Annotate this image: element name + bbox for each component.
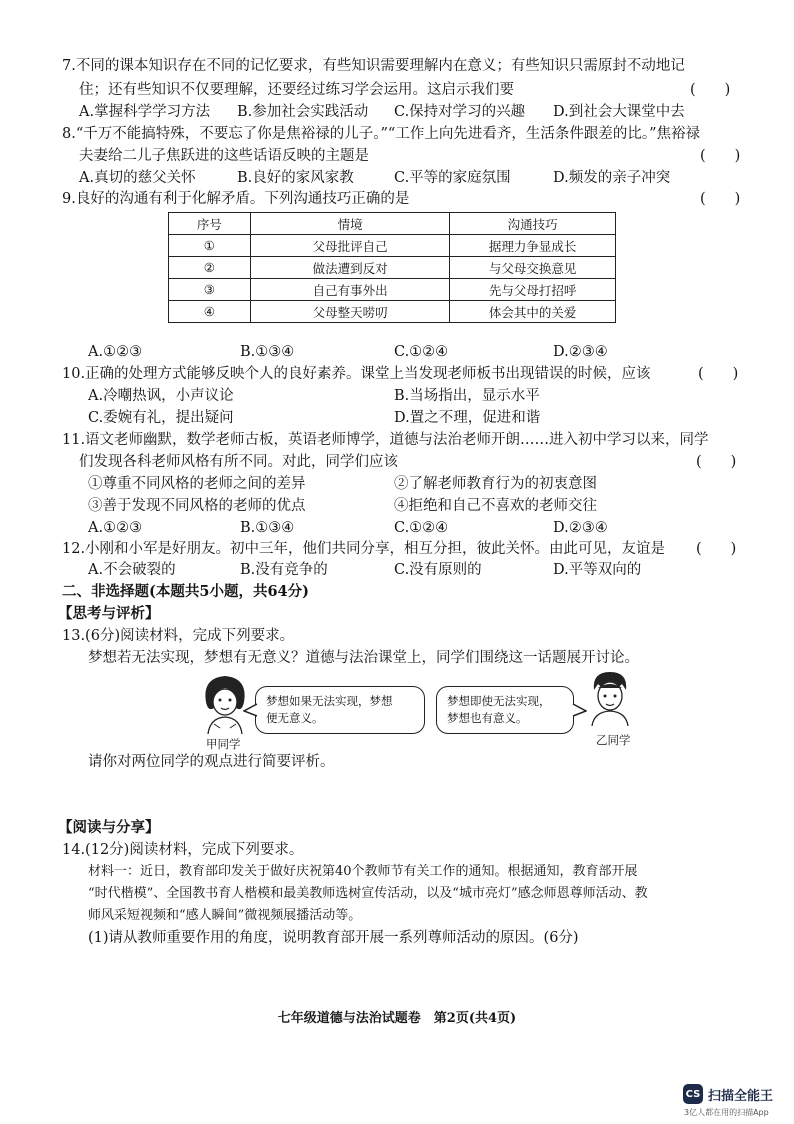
table-cell: 与父母交换意见 [450, 257, 616, 279]
student-b-illustration [584, 668, 636, 726]
q12-line1: 12.小刚和小军是好朋友。初中三年，他们共同分享，相互分担，彼此关怀。由此可见，友谊是 [62, 541, 666, 557]
q9-option-b: B.①③④ [240, 344, 295, 360]
bubble-a-line1: 梦想如果无法实现，梦想 [266, 694, 393, 708]
q12-option-d: D.平等双向的 [553, 562, 642, 578]
q8-option-d: D.频发的亲子冲突 [553, 170, 671, 186]
table-header-row [169, 213, 616, 235]
table-cell: 父母批评自己 [250, 235, 450, 257]
communication-table [168, 212, 616, 323]
table-cell: 体会其中的关爱 [450, 301, 616, 323]
table-row [169, 279, 616, 301]
table-cell: 据理力争显成长 [450, 235, 616, 257]
q7-option-b: B.参加社会实践活动 [237, 104, 369, 120]
q12-option-b: B.没有竞争的 [240, 562, 328, 578]
q8-option-a: A.真切的慈父关怀 [79, 170, 196, 186]
table-row [169, 235, 616, 257]
section-2-heading: 二、非选择题(本题共5小题，共64分) [62, 583, 309, 600]
page-footer: 七年级道德与法治试题卷 第2页(共4页) [277, 1011, 517, 1026]
q11-option-d: D.②③④ [553, 520, 608, 536]
q10-option-a: A.冷嘲热讽，小声议论 [88, 388, 234, 404]
q12-option-c: C.没有原则的 [394, 562, 482, 578]
q13-line1: 13.(6分)阅读材料，完成下列要求。 [62, 628, 295, 644]
q13-line2: 梦想若无法实现，梦想有无意义？道德与法治课堂上，同学们围绕这一话题展开讨论。 [88, 650, 639, 666]
q11-line1: 11.语文老师幽默，数学老师古板，英语老师博学，道德与法治老师开朗……进入初中学习以来，同学 [62, 432, 709, 448]
table-cell: 自己有事外出 [250, 279, 450, 301]
table-cell: ② [169, 257, 251, 279]
camscanner-logo-icon: CS [683, 1084, 703, 1104]
q7-answer-paren: ( ) [690, 82, 731, 98]
q8-option-c: C.平等的家庭氛围 [394, 170, 511, 186]
table-cell: 先与父母打招呼 [450, 279, 616, 301]
table-header: 沟通技巧 [450, 213, 616, 235]
camscanner-name: 扫描全能王 [708, 1088, 774, 1104]
bubble-b-line1: 梦想即使无法实现， [447, 694, 551, 708]
q10-option-d: D.置之不理，促进和谐 [394, 410, 541, 426]
bubble-a-line2: 便无意义。 [266, 711, 324, 725]
q7-line2: 住；还有些知识不仅要理解，还要经过练习学会运用。这启示我们要 [79, 82, 514, 98]
q14-line1: 14.(12分)阅读材料，完成下列要求。 [62, 842, 304, 858]
q12-answer-paren: ( ) [696, 541, 737, 557]
q9-answer-paren: ( ) [700, 191, 741, 207]
q9-line1: 9.良好的沟通有利于化解矛盾。下列沟通技巧正确的是 [62, 191, 410, 207]
q9-option-c: C.①②④ [394, 344, 449, 360]
table-cell: ③ [169, 279, 251, 301]
table-cell: 父母整天唠叨 [250, 301, 450, 323]
table-cell: 做法遭到反对 [250, 257, 450, 279]
q11-item-1: ①尊重不同风格的老师之间的差异 [88, 476, 306, 492]
q10-line1: 10.正确的处理方式能够反映个人的良好素养。课堂上当发现老师板书出现错误的时候，应该 [62, 366, 651, 382]
table-header: 序号 [169, 213, 251, 235]
q11-answer-paren: ( ) [696, 454, 737, 470]
student-a-speech-bubble [255, 686, 425, 734]
q10-option-c: C.委婉有礼，提出疑问 [88, 410, 234, 426]
q10-answer-paren: ( ) [698, 366, 739, 382]
student-a-label: 甲同学 [206, 737, 241, 751]
q8-option-b: B.良好的家风家教 [237, 170, 354, 186]
q8-answer-paren: ( ) [700, 148, 741, 164]
q11-option-a: A.①②③ [88, 520, 143, 536]
bubble-a-tail [243, 702, 259, 718]
q11-item-2: ②了解老师教育行为的初衷意图 [394, 476, 597, 492]
table-row [169, 257, 616, 279]
q10-option-b: B.当场指出，显示水平 [394, 388, 540, 404]
q7-line1: 7.不同的课本知识存在不同的记忆要求，有些知识需要理解内在意义；有些知识只需原封不动地记 [62, 58, 685, 74]
table-cell: ④ [169, 301, 251, 323]
q14-material-line1: 材料一：近日，教育部印发关于做好庆祝第40个教师节有关工作的通知。根据通知，教育部开展 [88, 864, 638, 879]
q11-option-c: C.①②④ [394, 520, 449, 536]
q7-option-c: C.保持对学习的兴趣 [394, 104, 526, 120]
q11-line2: 们发现各科老师风格有所不同。对此，同学们应该 [79, 454, 398, 470]
q7-option-d: D.到社会大课堂中去 [553, 104, 685, 120]
camscanner-tagline: 3亿人都在用的扫描App [684, 1108, 769, 1117]
read-share-heading: 【阅读与分享】 [58, 819, 160, 836]
scanner-watermark [683, 1084, 773, 1104]
q11-item-4: ④拒绝和自己不喜欢的老师交往 [394, 498, 597, 514]
table-cell: ① [169, 235, 251, 257]
q8-line1: 8.“千万不能搞特殊，不要忘了你是焦裕禄的儿子。”“工作上向先进看齐，生活条件跟差的比。”焦裕禄 [62, 126, 700, 142]
q9-option-d: D.②③④ [553, 344, 608, 360]
q8-line2: 夫妻给二儿子焦跃进的这些话语反映的主题是 [79, 148, 369, 164]
table-header: 情境 [250, 213, 450, 235]
q9-option-a: A.①②③ [88, 344, 143, 360]
q11-item-3: ③善于发现不同风格的老师的优点 [88, 498, 306, 514]
q7-option-a: A.掌握科学学习方法 [79, 104, 211, 120]
student-b-speech-bubble [436, 686, 574, 734]
q13-ask: 请你对两位同学的观点进行简要评析。 [88, 754, 335, 770]
student-b-label: 乙同学 [596, 733, 631, 747]
think-analyze-heading: 【思考与评析】 [58, 605, 160, 622]
q14-subquestion-1: (1)请从教师重要作用的角度，说明教育部开展一系列尊师活动的原因。(6分) [88, 930, 579, 946]
q12-option-a: A.不会破裂的 [88, 562, 176, 578]
q14-material-line2: “时代楷模”、全国教书育人楷模和最美教师选树宣传活动，以及“城市亮灯”感念师恩尊师活动、教 [88, 886, 648, 901]
bubble-b-line2: 梦想也有意义。 [447, 711, 528, 725]
q11-option-b: B.①③④ [240, 520, 295, 536]
table-row [169, 301, 616, 323]
q14-material-line3: 师风采短视频和“感人瞬间”微视频展播活动等。 [88, 908, 362, 923]
